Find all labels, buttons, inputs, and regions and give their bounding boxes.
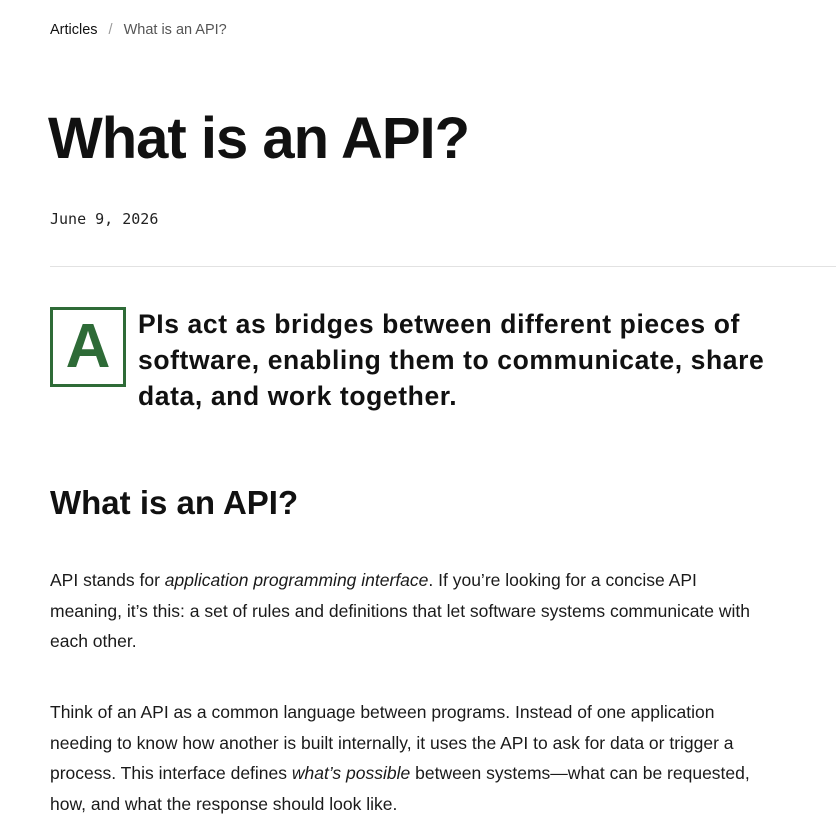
paragraph-text: between systems—what can be requested, how, and what the response should look like.: [50, 763, 750, 815]
page-title: What is an API?: [48, 106, 470, 171]
paragraph-api-analogy: [50, 697, 770, 820]
breadcrumb: [50, 22, 227, 38]
divider: [50, 266, 836, 267]
paragraph-text: API stands for: [50, 570, 165, 590]
lead-block: [50, 306, 770, 414]
section-heading: What is an API?: [50, 484, 299, 521]
paragraph-text: . If you’re looking for a concise API meaning, it’s this: a set of rules and definitions that let software systems communicate with each other.: [50, 570, 750, 652]
paragraph-emphasis: application programming interface: [164, 570, 429, 590]
paragraph-text: Think of an API as a common language between programs. Instead of one application needing to know how another is built internally, it uses the API to ask for data or trigger a process. This interface defines: [50, 702, 734, 784]
breadcrumb-articles-link[interactable]: Articles: [50, 22, 98, 38]
paragraph-emphasis: what’s possible: [291, 763, 411, 784]
drop-cap: A: [50, 307, 126, 387]
publish-date: June 9, 2026: [50, 210, 159, 228]
breadcrumb-separator: /: [108, 22, 113, 38]
paragraph-api-definition: [50, 565, 770, 657]
breadcrumb-current: What is an API?: [123, 22, 227, 38]
lead-text: PIs act as bridges between different pieces of software, enabling them to communicate, share data, and work together.: [138, 309, 765, 411]
